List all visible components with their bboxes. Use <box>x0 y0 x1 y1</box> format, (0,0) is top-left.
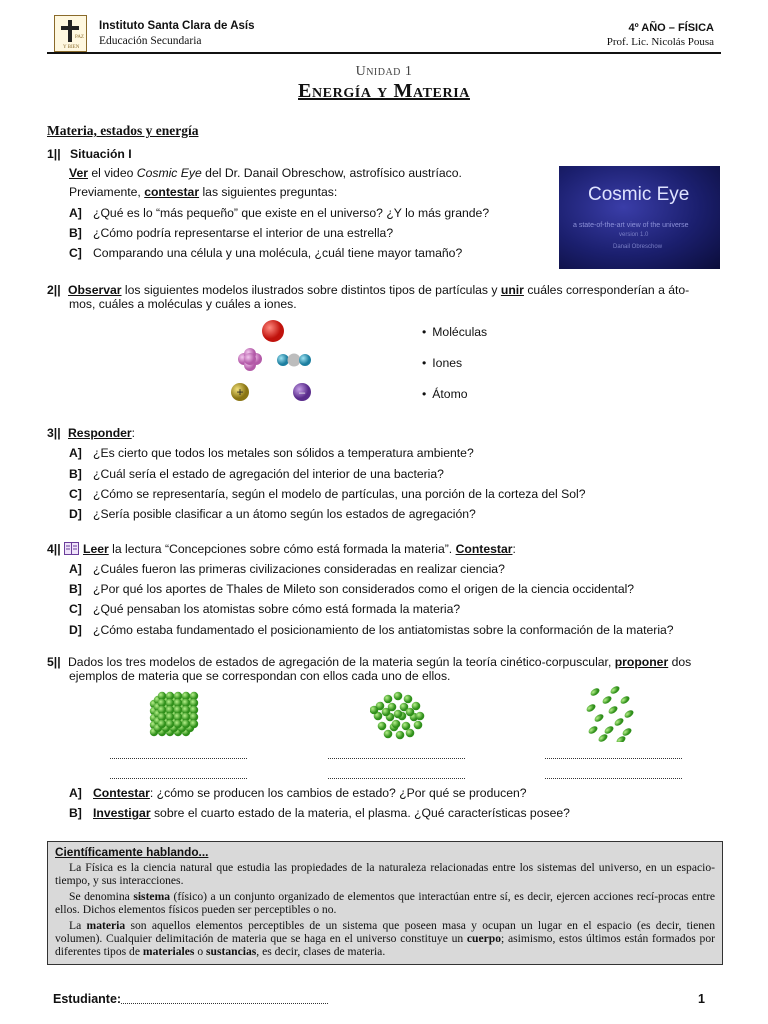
question-number: 3|| <box>47 426 61 440</box>
info-box <box>47 841 723 965</box>
option <box>69 562 505 576</box>
header-divider <box>47 52 721 54</box>
option-text: Comparando una célula y una molécula, ¿cuál tiene mayor tamaño? <box>93 246 463 260</box>
option-key: B] <box>69 582 82 596</box>
gas-particle <box>613 717 625 728</box>
video-author: Danail Obreschow <box>613 244 663 250</box>
unit-label: Unidad 1 <box>355 64 413 79</box>
verb-investigar: Investigar <box>93 806 151 820</box>
option-key: A] <box>69 786 82 800</box>
gas-particle <box>619 695 631 706</box>
svg-text:PAZ: PAZ <box>75 35 84 40</box>
liquid-state-model <box>370 688 426 740</box>
term-sistema: sistema <box>133 890 171 903</box>
question-4-header <box>47 542 516 556</box>
question-3-header <box>47 426 135 440</box>
question-1-line-1 <box>69 166 462 180</box>
gas-particle <box>603 725 615 736</box>
liquid-particle <box>394 710 403 719</box>
option-text: ¿Cómo estaba fundamentado el posicionamiento de los antiatomistas sobre la conformación de la materia? <box>93 623 674 637</box>
liquid-particle <box>406 708 415 717</box>
gas-particle <box>607 705 619 716</box>
professor-name: Prof. Lic. Nicolás Pousa <box>606 36 714 48</box>
question-number: 4|| <box>47 542 61 556</box>
liquid-particle <box>392 720 401 729</box>
option <box>69 467 444 481</box>
verb-ver: Ver <box>69 166 88 180</box>
info-paragraph: La Física es la ciencia natural que estudia las propiedades de la naturaleza relacionadas entre los sistemas del universo, en un espacio-tiempo, y sus interacciones. <box>55 861 715 887</box>
term-materiales: materiales <box>142 945 195 958</box>
option <box>69 806 570 820</box>
text: cuáles corresponderían a áto- <box>523 283 690 297</box>
text: Previamente, <box>69 185 145 199</box>
year-subject: 4º AÑO – FÍSICA <box>628 22 714 34</box>
liquid-particle <box>404 695 413 704</box>
education-level: Educación Secundaria <box>99 35 202 47</box>
term-materia: materia <box>86 919 126 932</box>
verb-observar: Observar <box>68 283 122 297</box>
question-number: 1|| <box>47 147 61 161</box>
option-text: ¿Qué es lo “más pequeño” que existe en el universo? ¿Y lo más grande? <box>93 206 490 220</box>
text: el video <box>87 166 137 180</box>
option <box>69 446 474 460</box>
option <box>69 246 462 260</box>
text: los siguientes modelos ilustrados sobre distintos tipos de partículas y <box>121 283 501 297</box>
option-key: B] <box>69 467 82 481</box>
cosmic-eye-video-thumbnail[interactable] <box>559 166 720 269</box>
option-key: A] <box>69 206 82 220</box>
verb-contestar: Contestar <box>455 542 513 556</box>
answer-line[interactable] <box>110 777 247 779</box>
gas-particle <box>621 727 633 738</box>
liquid-particle <box>382 708 391 717</box>
bullet-item: • Moléculas <box>422 325 487 339</box>
text: la lectura “Concepciones sobre cómo está formada la materia”. <box>108 542 456 556</box>
option-text: ¿Cómo podría representarse el interior de una estrella? <box>93 226 394 240</box>
info-paragraph <box>55 890 715 916</box>
gas-particle <box>601 695 613 706</box>
bullet-item: • Iones <box>422 356 462 370</box>
option-text: sobre el cuarto estado de la materia, el plasma. ¿Qué características posee? <box>150 806 570 820</box>
option <box>69 623 674 637</box>
gas-particle <box>589 687 601 698</box>
particle-models-illustration <box>228 316 328 408</box>
question-1-header <box>47 147 132 161</box>
option <box>69 602 460 616</box>
verb-contestar: Contestar <box>93 786 150 800</box>
liquid-particle <box>384 695 393 704</box>
gas-particle <box>593 713 605 724</box>
option-key: A] <box>69 562 82 576</box>
page-number: 1 <box>698 992 705 1006</box>
option-text: ¿Cuál sería el estado de agregación del interior de una bacteria? <box>93 467 444 481</box>
question-title: Situación I <box>70 147 132 161</box>
gas-particle <box>585 703 597 714</box>
option <box>69 226 393 240</box>
video-name: Cosmic Eye <box>136 166 202 180</box>
text: ; asimismo, estos últimos están formados por diferentes tipos de <box>55 932 715 958</box>
answer-line[interactable] <box>545 757 682 759</box>
verb-proponer: proponer <box>614 655 669 669</box>
option-key: B] <box>69 806 82 820</box>
section-heading: Materia, estados y energía <box>47 123 199 138</box>
question-1-line-2 <box>69 185 337 199</box>
text: son aquellos elementos perceptibles de un sistema que poseen masa y ocupan un lugar en el espacio (es decir, tienen volumen). Cualquier delimitación de materia que se haga en el universo constituye un <box>55 919 715 945</box>
plus-sign: + <box>236 385 244 399</box>
option-key: D] <box>69 623 82 637</box>
option-key: D] <box>69 507 82 521</box>
option <box>69 487 586 501</box>
liquid-particle <box>370 706 378 715</box>
text: del Dr. Danail Obreschow, astrofísico austríaco. <box>201 166 462 180</box>
gas-particle <box>609 686 621 695</box>
answer-line[interactable] <box>545 777 682 779</box>
question-2-line-1 <box>47 283 689 297</box>
atom-red <box>262 320 284 342</box>
verb-leer: Leer <box>83 542 109 556</box>
term-sustancias: sustancias <box>206 945 257 958</box>
text: Se denomina <box>69 890 134 903</box>
option-key: C] <box>69 246 82 260</box>
question-5-line-1 <box>47 655 691 669</box>
question-2-line-2: mos, cuáles a moléculas y cuáles a iones. <box>69 297 297 311</box>
verb-unir: unir <box>500 283 524 297</box>
question-number: 2|| <box>47 283 61 297</box>
student-label: Estudiante: <box>53 992 122 1006</box>
option <box>69 206 489 220</box>
video-version: version 1.0 <box>619 232 649 238</box>
option-key: A] <box>69 446 82 460</box>
solid-particle <box>182 720 190 728</box>
text: : <box>512 542 516 556</box>
option <box>69 786 527 800</box>
gas-particle <box>587 725 599 736</box>
solid-particle <box>174 720 182 728</box>
option <box>69 507 476 521</box>
liquid-particle <box>406 729 415 738</box>
minus-sign: – <box>298 387 306 399</box>
answer-line[interactable] <box>110 757 247 759</box>
option-text: ¿Qué pensaban los atomistas sobre cómo está formada la materia? <box>93 602 461 616</box>
option-key: B] <box>69 226 82 240</box>
gas-particle <box>623 709 635 720</box>
solid-particle <box>166 720 174 728</box>
question-5-line-2: ejemplos de materia que se correspondan con ellos cada uno de ellos. <box>69 669 451 683</box>
text: Dados los tres modelos de estados de agregación de la materia según la teoría cinético-corpuscular, <box>68 655 615 669</box>
option-text: ¿Cómo se representaría, según el modelo de partículas, una porción de la corteza del Sol? <box>93 487 586 501</box>
info-paragraph <box>55 919 715 958</box>
solid-particle <box>190 720 198 728</box>
text: dos <box>668 655 692 669</box>
text: : <box>131 426 136 440</box>
bullet-item: • Átomo <box>422 387 468 401</box>
molecule-blue <box>277 354 311 367</box>
text: La <box>69 919 87 932</box>
option-text: ¿Sería posible clasificar a un átomo según los estados de agregación? <box>93 507 476 521</box>
verb-responder: Responder <box>68 426 132 440</box>
gas-state-model <box>585 686 637 742</box>
solid-state-model <box>148 688 204 740</box>
verb-contestar: contestar <box>144 185 200 199</box>
video-subtitle: a state-of-the-art view of the universe <box>573 222 689 229</box>
option-key: C] <box>69 487 82 501</box>
option-text: : ¿cómo se producen los cambios de estado? ¿Por qué se producen? <box>149 786 527 800</box>
reading-book-icon <box>64 542 79 555</box>
liquid-particle <box>384 730 393 739</box>
answer-line[interactable] <box>328 757 465 759</box>
text: (físico) a un conjunto organizado de elementos que interactúan entre sí, es decir, ejercen acciones recí-procas entre ellos. Dichos elementos físicos pueden ser perceptibles o no. <box>55 890 715 916</box>
page-title: Energía y Materia <box>298 80 470 102</box>
liquid-particle <box>378 722 387 731</box>
institution-name: Instituto Santa Clara de Asís <box>99 20 255 32</box>
option-text: ¿Por qué los aportes de Thales de Mileto son considerados como el origen de la ciencia occidental? <box>93 582 635 596</box>
text: , es decir, clases de materia. <box>256 945 386 958</box>
text: o <box>194 945 207 958</box>
option-text: ¿Cuáles fueron las primeras civilizaciones consideradas en realizar ciencia? <box>93 562 505 576</box>
question-number: 5|| <box>47 655 61 669</box>
video-title: Cosmic Eye <box>588 184 690 205</box>
liquid-particle <box>394 692 403 701</box>
svg-text:Y BIEN: Y BIEN <box>63 45 80 50</box>
student-name-field[interactable] <box>121 1003 328 1004</box>
liquid-particle <box>396 731 405 740</box>
info-box-heading: Científicamente hablando... <box>55 845 209 859</box>
term-cuerpo: cuerpo <box>466 932 502 945</box>
liquid-particle <box>416 712 425 721</box>
option <box>69 582 634 596</box>
answer-line[interactable] <box>328 777 465 779</box>
school-logo <box>54 15 87 52</box>
option-text: ¿Es cierto que todos los metales son sólidos a temperatura ambiente? <box>93 446 474 460</box>
gas-particle <box>597 733 609 742</box>
text: las siguientes preguntas: <box>199 185 338 199</box>
liquid-particle <box>414 721 423 730</box>
molecule-pink <box>238 348 262 371</box>
option-key: C] <box>69 602 82 616</box>
solid-particle <box>158 720 166 728</box>
